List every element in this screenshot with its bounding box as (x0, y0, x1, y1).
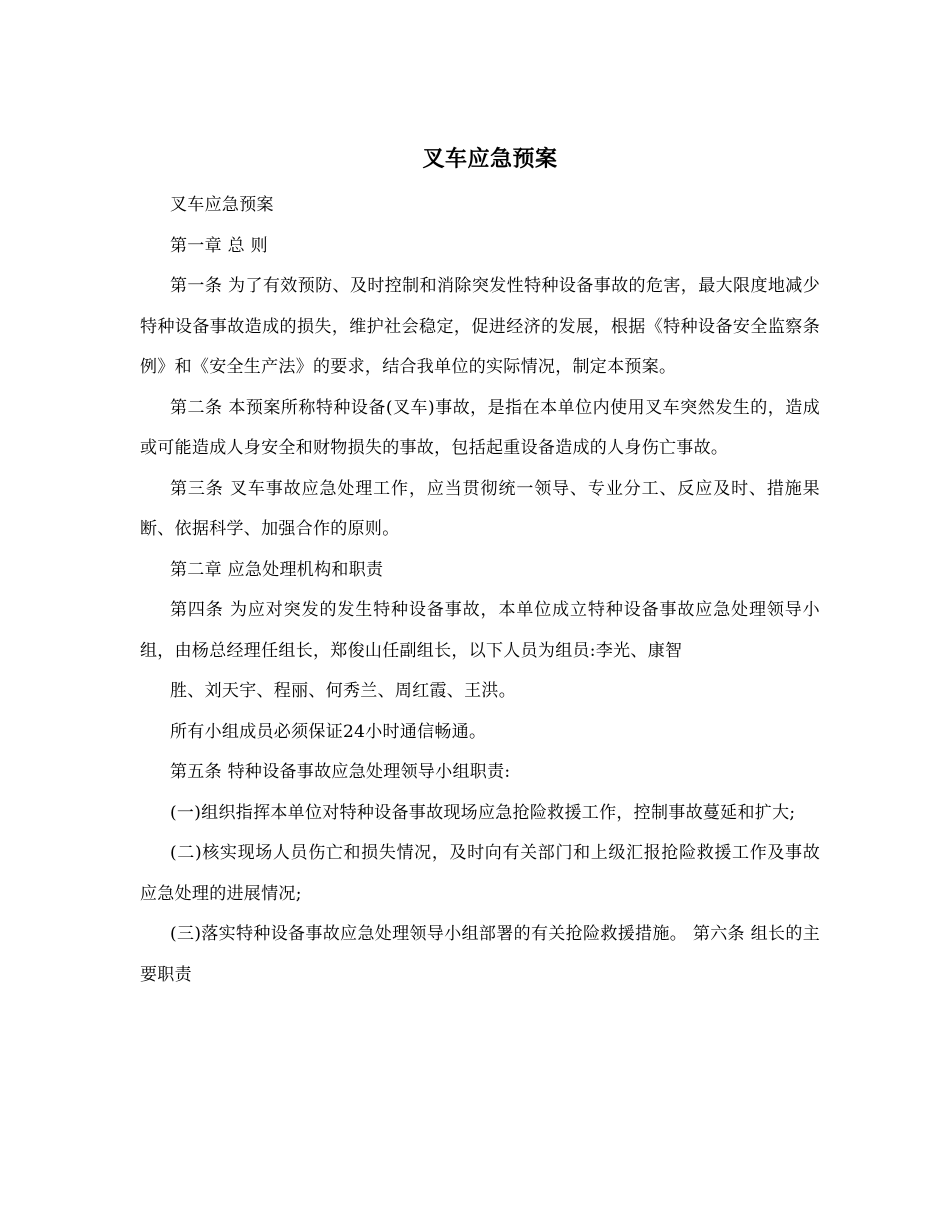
article-5: 第五条 特种设备事故应急处理领导小组职责: (170, 762, 511, 782)
article-5-item-3: (三)落实特种设备事故应急处理领导小组部署的有关抢险救援措施。 第六条 组长的主要职责 (140, 924, 820, 985)
paragraph-subtitle: 叉车应急预案 (170, 195, 274, 215)
chapter-2-heading: 第二章 应急处理机构和职责 (170, 559, 384, 580)
article-2: 第二条 本预案所称特种设备(叉车)事故，是指在本单位内使用叉车突然发生的，造成或可能造成人身安全和财物损失的事故，包括起重设备造成的人身伤亡事故。 (140, 397, 820, 458)
chapter-1-heading: 第一章 总 则 (170, 235, 268, 256)
article-3: 第三条 叉车事故应急处理工作，应当贯彻统一领导、专业分工、反应及时、措施果断、依据科学、加强合作的原则。 (140, 478, 820, 539)
article-5-item-1: (一)组织指挥本单位对特种设备事故现场应急抢险救援工作，控制事故蔓延和扩大; (170, 802, 796, 823)
article-4: 第四条 为应对突发的发生特种设备事故，本单位成立特种设备事故应急处理领导小组，由杨总经理任组长，郑俊山任副组长，以下人员为组员:李光、康智 (140, 600, 820, 661)
article-4-continued: 胜、刘天宇、程丽、何秀兰、周红霞、王洪。 (170, 681, 516, 701)
paragraph-communication: 所有小组成员必须保证24小时通信畅通。 (170, 721, 487, 742)
document-body (140, 185, 820, 995)
document-title: 叉车应急预案 (422, 146, 558, 172)
article-5-item-2: (二)核实现场人员伤亡和损失情况，及时向有关部门和上级汇报抢险救援工作及事故应急处理的进展情况; (140, 843, 820, 904)
article-1: 第一条 为了有效预防、及时控制和消除突发性特种设备事故的危害，最大限度地减少特种设备事故造成的损失，维护社会稳定，促进经济的发展，根据《特种设备安全监察条例》和《安全生产法》的要求，结合我单位的实际情况，制定本预案。 (140, 276, 820, 377)
